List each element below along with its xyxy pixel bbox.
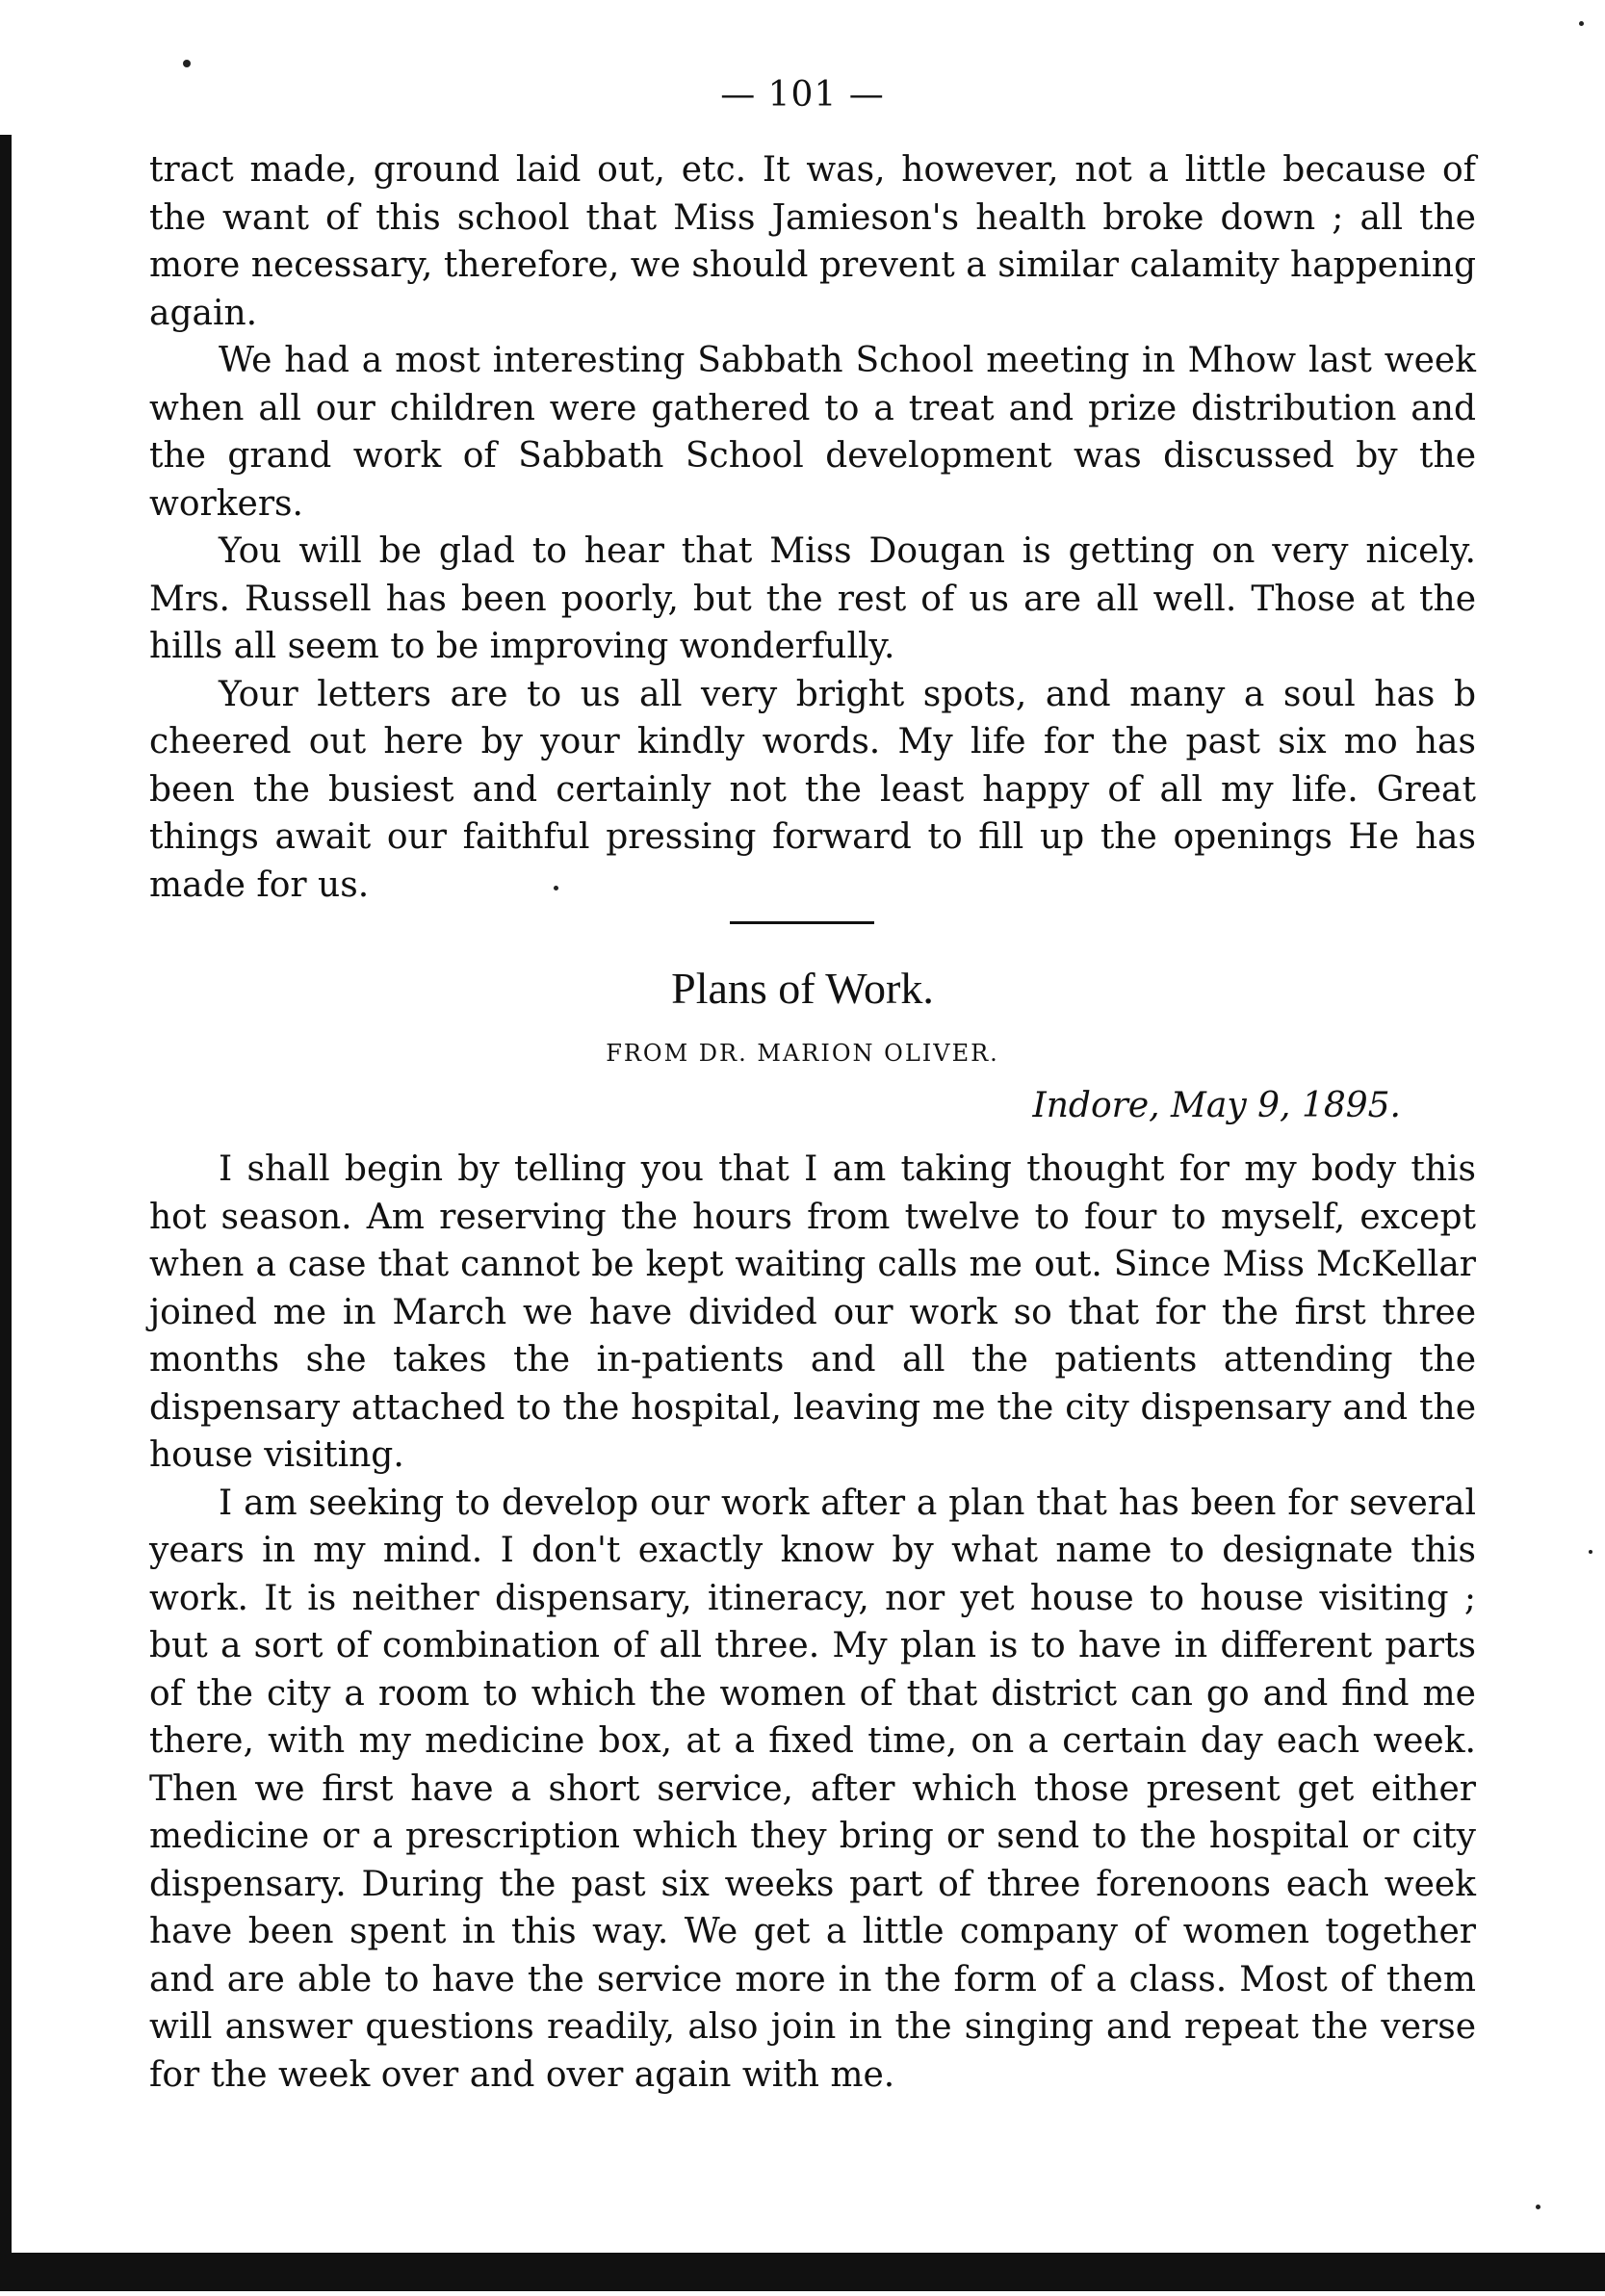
- body-text-bottom: [149, 1146, 1476, 2099]
- section-title: Plans of Work.: [671, 964, 934, 1013]
- section-byline: FROM DR. MARION OLIVER.: [606, 1040, 999, 1067]
- paragraph: We had a most interesting Sabbath School meeting in Mhow last week when all our children were gathered to a treat and prize distribution and the grand work of Sabbath School development was discussed by the workers.: [149, 341, 1476, 524]
- scan-speck: [1589, 1550, 1592, 1554]
- scan-left-edge: [0, 135, 12, 2262]
- paragraph: You will be glad to hear that Miss Dougan is getting on very nicely. Mrs. Russell has been poorly, but the rest of us are all well. Those at the hills all seem to be improving wonderfully.: [149, 531, 1476, 666]
- paragraph: I shall begin by telling you that I am taking thought for my body this hot season. Am reserving the hours from twelve to four to myself, except when a case that cannot be kept waiting calls me out. Since Miss McKellar joined me in March we have divided our work so that for the first three months she takes the in-patients and all the patients attending the dispensary attached to the hospital, leaving me the city dispensary and the house visiting.: [149, 1149, 1476, 1475]
- scan-speck: [183, 60, 191, 67]
- scan-bottom-border: [0, 2253, 1605, 2291]
- paragraph: Your letters are to us all very bright spots, and many a soul has b cheered out here by your kindly words. My life for the past six mo has been the busiest and certainly not the least happy of all my life. Great things await our faithful pressing forward to fill up the openings He has made for us.: [149, 674, 1476, 905]
- page-number: — 101 —: [720, 75, 885, 115]
- paragraph: I am seeking to develop our work after a plan that has been for several years in my mind. I don't exactly know by what name to designate this work. It is neither dispensary, itineracy, nor yet house to house visiting ; but a sort of combination of all three. My plan is to have in different parts of the city a room to which the women of that district can go and find me there, with my medicine box, at a fixed time, on a certain day each week. Then we first have a short service, after which those present get either medicine or a prescription which they bring or send to the hospital or city dispensary. During the past six weeks part of three forenoons each week have been spent in this way. We get a little company of women together and are able to have the service more in the form of a class. Most of them will answer questions readily, also join in the singing and repeat the verse for the week over and over again with me.: [149, 1483, 1476, 2095]
- section-divider: [730, 921, 874, 924]
- body-text-top: [149, 146, 1476, 909]
- letter-dateline: Indore, May 9, 1895.: [1032, 1086, 1401, 1125]
- scan-speck: [1536, 2205, 1540, 2209]
- scan-speck: [1579, 21, 1584, 26]
- paragraph: tract made, ground laid out, etc. It was, however, not a little because of the want of this school that Miss Jamieson's health broke down ; all the more necessary, therefore, we should prevent a similar calamity happening again.: [149, 150, 1476, 333]
